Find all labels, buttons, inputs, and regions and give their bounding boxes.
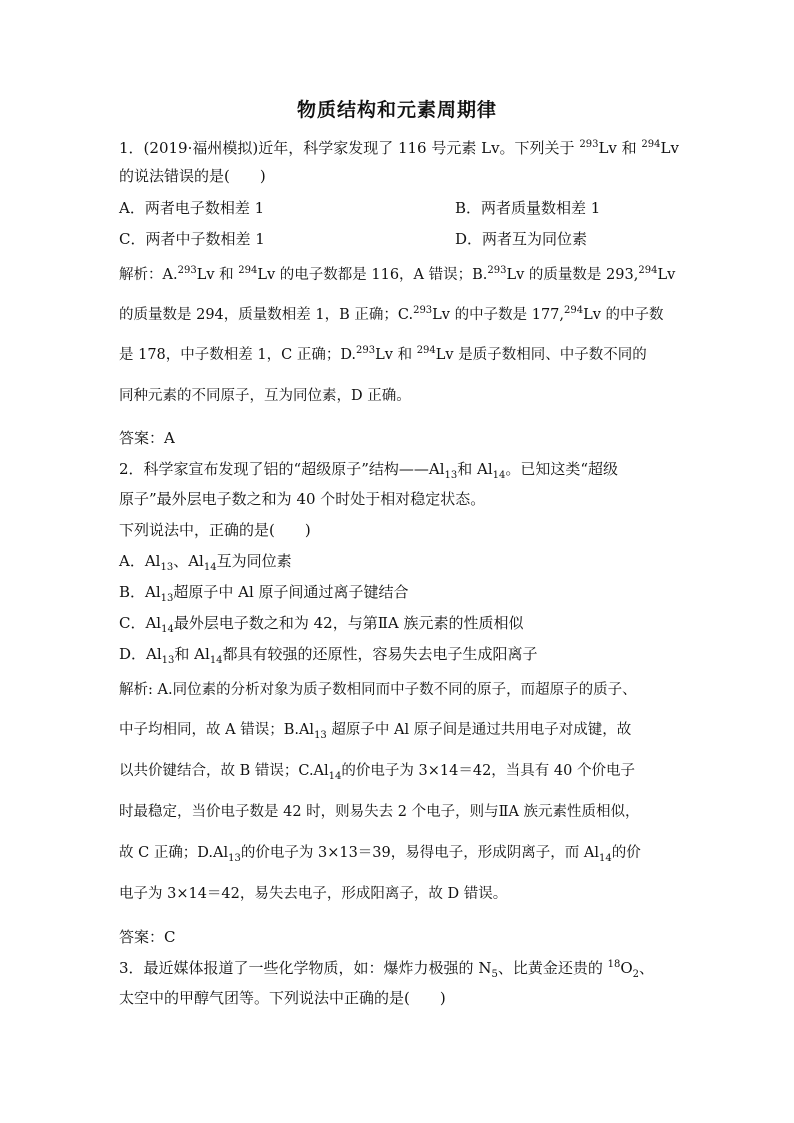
q2-option-d: [119, 644, 538, 664]
q1-analysis-line3: [119, 345, 647, 365]
q1-stem-line2: 的说法错误的是( ): [119, 167, 266, 185]
isotope-mass-294: 294: [641, 139, 661, 150]
q2-analysis-line4: 时最稳定，当价电子数是 42 时，则易失去 2 个电子，则与ⅡA 族元素性质相似，: [119, 804, 640, 820]
page-title: 物质结构和元素周期律: [296, 99, 497, 121]
q1-stem-text: 1．(2019·福州模拟)近年，科学家发现了 116 号元素 Lv。下列关于: [119, 139, 580, 157]
q3-stem-text: 、比黄金还贵的: [497, 959, 608, 977]
element-symbol: Lv: [598, 139, 617, 157]
q3-stem-text: 、: [639, 959, 655, 977]
analysis-label: 解析: [119, 267, 148, 283]
q2-stem-line1: [119, 459, 618, 479]
option-text: 最外层电子数之和为 42，与第ⅡA 族元素的性质相似: [173, 614, 524, 632]
q2-option-a: [119, 551, 292, 571]
subscript-13: 13: [160, 562, 174, 573]
q2-option-c: [119, 613, 524, 633]
element-symbol: Lv: [196, 267, 215, 283]
analysis-text: 的电子数都是 116，A 错误；B.: [275, 267, 488, 283]
isotope-mass-294: 294: [238, 265, 258, 277]
analysis-text: 以共价键结合，故 B 错误；C.Al: [119, 763, 329, 779]
analysis-text: 是 178，中子数相差 1，C 正确；D.: [119, 347, 357, 363]
option-text: 、Al: [173, 552, 204, 570]
q2-analysis-line6: 电子为 3×14＝42，易失去电子，形成阳离子，故 D 错误。: [119, 886, 508, 902]
element-symbol: Lv: [657, 267, 676, 283]
subscript-14: 14: [328, 770, 342, 782]
subscript-13: 13: [314, 729, 327, 741]
analysis-text: 的中子数: [600, 307, 664, 323]
conjunction: 和: [616, 139, 642, 157]
q1-stem-line1: [119, 138, 679, 158]
q2-option-b: [119, 582, 409, 602]
q1-option-a: A．两者电子数相差 1: [119, 199, 265, 217]
option-text: 都具有较强的还原性，容易失去电子生成阳离子: [222, 645, 538, 663]
isotope-mass-294: 294: [416, 345, 436, 357]
element-symbol: Lv: [506, 267, 525, 283]
q2-stem-text: 。已知这类“超级: [505, 460, 619, 478]
q1-option-c: C．两者中子数相差 1: [119, 230, 265, 248]
element-symbol: Lv: [257, 267, 276, 283]
isotope-mass-294: 294: [564, 305, 584, 317]
element-symbol: Lv: [375, 347, 393, 363]
analysis-text: 的中子数是 177,: [450, 307, 565, 323]
analysis-text: 中子均相同，故 A 错误；B.Al: [119, 722, 315, 738]
subscript-13: 13: [161, 655, 175, 666]
option-text: 超原子中 Al 原子间通过离子键结合: [173, 583, 409, 601]
option-text: 互为同位素: [216, 552, 292, 570]
subscript-14: 14: [209, 655, 223, 666]
subscript-14: 14: [598, 852, 612, 864]
analysis-text: 的价电子为 3×13＝39，易得电子，形成阴离子，而 Al: [240, 845, 599, 861]
q1-analysis-line1: [119, 265, 675, 285]
element-symbol: Lv: [432, 307, 450, 323]
isotope-mass-18: 18: [607, 959, 621, 970]
analysis-text: 的价电子为 3×14＝42，当具有 40 个价电子: [341, 763, 635, 779]
q3-stem-line2: 太空中的甲醇气团等。下列说法中正确的是( ): [119, 989, 446, 1007]
analysis-text: ：A.: [148, 267, 178, 283]
q2-analysis-line2: [119, 720, 631, 740]
analysis-text: 的价: [611, 845, 641, 861]
subscript-14: 14: [161, 624, 174, 635]
element-symbol: Lv: [435, 347, 454, 363]
analysis-text: 超原子中 Al 原子间是通过共用电子对成键，故: [326, 722, 632, 738]
q2-stem-text: 和 Al: [457, 460, 493, 478]
q2-analysis-line5: [119, 843, 641, 863]
q1-option-b: B．两者质量数相差 1: [455, 199, 601, 217]
element-symbol: Lv: [583, 307, 601, 323]
q1-analysis-line4: 同种元素的不同原子，互为同位素，D 正确。: [119, 388, 411, 404]
isotope-mass-294: 294: [638, 265, 658, 277]
isotope-mass-293: 293: [177, 265, 197, 277]
option-text: A．Al: [119, 552, 161, 570]
isotope-mass-293: 293: [356, 345, 376, 357]
element-symbol: Lv: [660, 139, 679, 157]
subscript-13: 13: [228, 852, 241, 864]
q2-answer: 答案：C: [119, 928, 176, 946]
subscript-13: 13: [444, 470, 458, 481]
q1-option-d: D．两者互为同位素: [455, 230, 588, 248]
q3-stem-text: 3．最近媒体报道了一些化学物质，如：爆炸力极强的 N: [119, 959, 492, 977]
q2-analysis-line1: [119, 680, 637, 700]
q2-stem-text: 2．科学家宣布发现了铝的“超级原子”结构——Al: [119, 460, 445, 478]
q2-stem-line3: 下列说法中，正确的是( ): [119, 521, 311, 539]
analysis-text: : A.同位素的分析对象为质子数相同而中子数不同的原子，而超原子的质子、: [148, 682, 637, 698]
subscript-5: 5: [491, 969, 498, 980]
analysis-label: 解析: [119, 682, 148, 698]
analysis-text: 故 C 正确；D.Al: [119, 845, 229, 861]
analysis-text: 是质子数相同、中子数不同的: [453, 347, 647, 363]
conjunction: 和: [214, 267, 239, 283]
isotope-mass-293: 293: [579, 139, 599, 150]
q1-analysis-line2: [119, 305, 664, 325]
subscript-14: 14: [203, 562, 217, 573]
conjunction: 和: [392, 347, 417, 363]
option-text: D．Al: [119, 645, 162, 663]
subscript-14: 14: [492, 470, 506, 481]
q2-analysis-line3: [119, 761, 635, 781]
isotope-mass-293: 293: [487, 265, 507, 277]
analysis-text: 的质量数是 294，质量数相差 1，B 正确；C.: [119, 307, 414, 323]
q1-answer: 答案：A: [119, 429, 175, 447]
option-text: C．Al: [119, 614, 162, 632]
analysis-text: 的质量数是 293,: [524, 267, 639, 283]
element-symbol: O: [620, 959, 633, 977]
subscript-13: 13: [160, 593, 174, 604]
q3-stem-line1: [119, 958, 654, 978]
option-text: B．Al: [119, 583, 161, 601]
isotope-mass-293: 293: [413, 305, 433, 317]
option-text: 和 Al: [174, 645, 210, 663]
q2-stem-line2: 原子”最外层电子数之和为 40 个时处于相对稳定状态。: [119, 490, 486, 508]
subscript-2: 2: [632, 969, 640, 980]
